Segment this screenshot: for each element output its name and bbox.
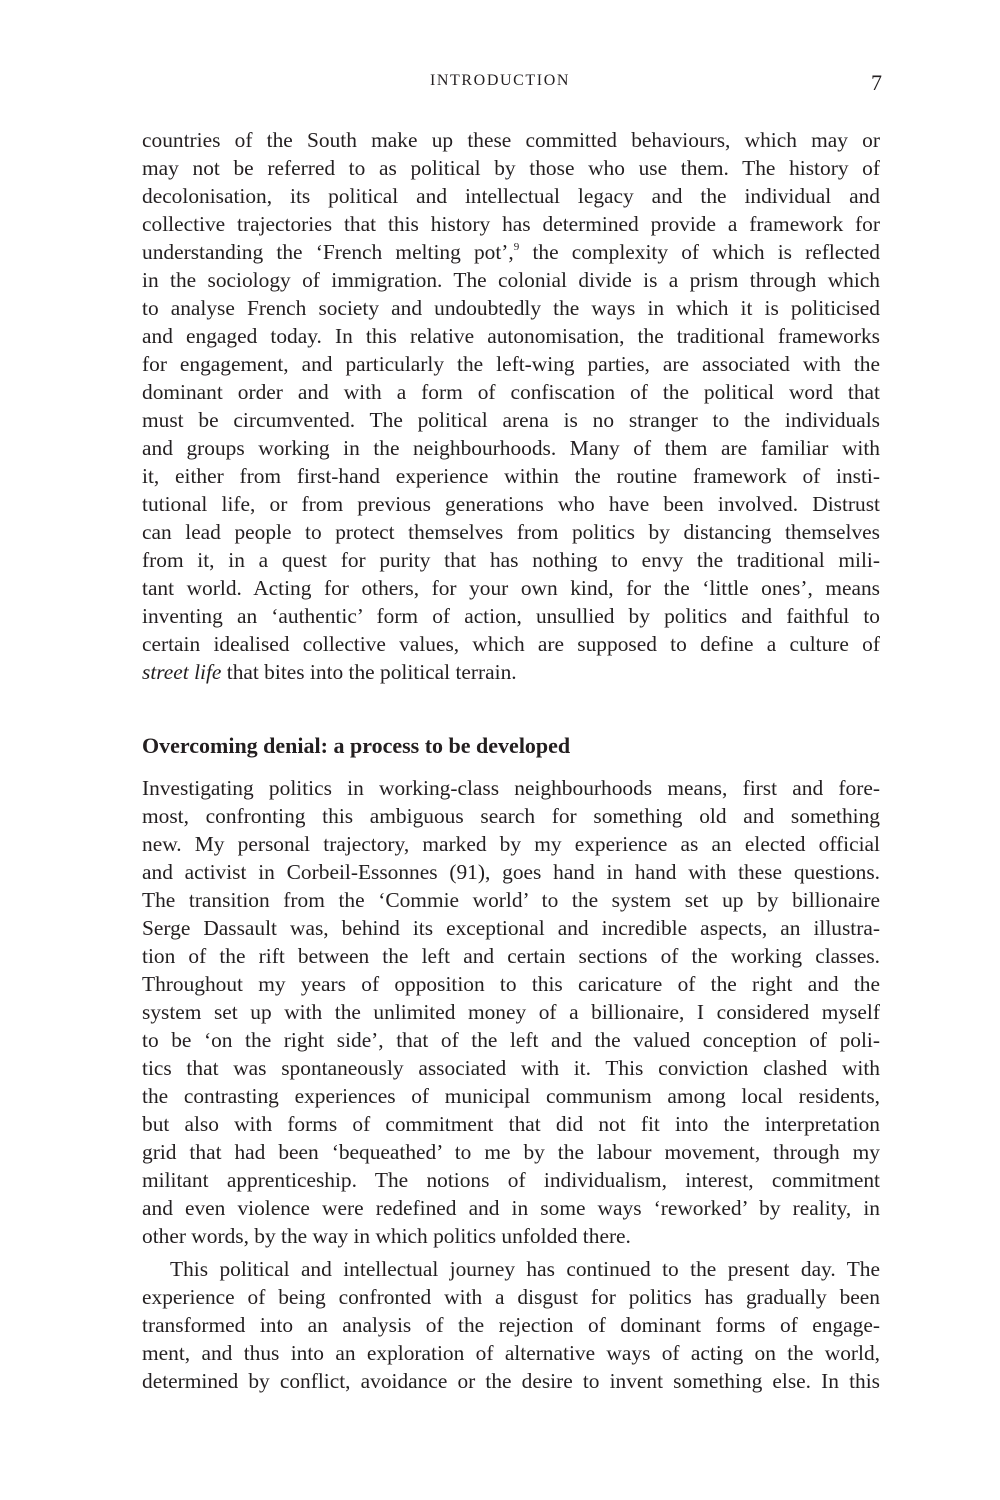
text-line: experience of being confronted with a disgust for politics has gradually been [142,1285,880,1309]
text-line: tics that was spontaneously associated with it. This conviction clashed with [142,1056,880,1080]
text-line: can lead people to protect themselves from politics by distancing themselves [142,520,880,544]
text-line: tant world. Acting for others, for your own kind, for the ‘little ones’, means [142,576,880,600]
text-line: inventing an ‘authentic’ form of action, unsullied by politics and faithful to [142,604,880,628]
text-line: from it, in a quest for purity that has nothing to envy the traditional mili- [142,548,880,572]
text-line: the contrasting experiences of municipal communism among local residents, [142,1084,880,1108]
text-line: new. My personal trajectory, marked by my experience as an elected official [142,832,880,856]
text-line: determined by conflict, avoidance or the desire to invent something else. In this [142,1369,880,1393]
text-line [142,658,880,686]
paragraph-1 [142,126,880,686]
running-head: INTRODUCTION [429,72,571,89]
text-line: to analyse French society and undoubtedly the ways in which it is politicised [142,296,880,320]
text-line: certain idealised collective values, which are supposed to define a culture of [142,632,880,656]
text-line: Investigating politics in working-class neighbourhoods means, first and fore- [142,776,880,800]
text-line: dominant order and with a form of confiscation of the political word that [142,380,880,404]
paragraph-3 [142,1255,880,1395]
text-line: decolonisation, its political and intellectual legacy and the individual and [142,184,880,208]
section-heading: Overcoming denial: a process to be developed [142,733,571,758]
text-line: This political and intellectual journey has continued to the present day. The [170,1257,880,1281]
text-line: The transition from the ‘Commie world’ to the system set up by billionaire [142,888,880,912]
text-line: ment, and thus into an exploration of alternative ways of acting on the world, [142,1341,880,1365]
text-segment: the complexity of which is reflected [519,240,880,264]
text-line: militant apprenticeship. The notions of individualism, interest, commitment [142,1168,880,1192]
text-line: other words, by the way in which politics unfolded there. [142,1224,631,1248]
text-line: may not be referred to as political by those who use them. The history of [142,156,880,180]
text-line: and groups working in the neighbourhoods. Many of them are familiar with [142,436,880,460]
text-line: grid that had been ‘bequeathed’ to me by the labour movement, through my [142,1140,880,1164]
paragraph-2 [142,774,880,1250]
page-number: 7 [871,70,882,95]
text-line: to be ‘on the right side’, that of the left and the valued conception of poli- [142,1028,880,1052]
italic-phrase: street life [142,660,222,684]
text-line: it, either from first-hand experience within the routine framework of insti- [142,464,880,488]
text-line: tion of the rift between the left and certain sections of the working classes. [142,944,880,968]
text-line: Serge Dassault was, behind its exceptional and incredible aspects, an illustra- [142,916,880,940]
text-segment: understanding the ‘French melting pot’, [142,240,514,264]
text-line: countries of the South make up these committed behaviours, which may or [142,128,880,152]
text-line: in the sociology of immigration. The colonial divide is a prism through which [142,268,880,292]
footnote-reference: 9 [513,241,520,253]
text-line: for engagement, and particularly the left-wing parties, are associated with the [142,352,880,376]
text-line: tutional life, or from previous generations who have been involved. Distrust [142,492,880,516]
text-line: and even violence were redefined and in some ways ‘reworked’ by reality, in [142,1196,880,1220]
text-line: must be circumvented. The political arena is no stranger to the individuals [142,408,880,432]
text-line: but also with forms of commitment that did not fit into the interpretation [142,1112,880,1136]
text-line: and activist in Corbeil-Essonnes (91), goes hand in hand with these questions. [142,860,880,884]
text-line: Throughout my years of opposition to this caricature of the right and the [142,972,880,996]
text-segment: that bites into the political terrain. [221,660,517,684]
text-line: transformed into an analysis of the rejection of dominant forms of engage- [142,1313,880,1337]
text-line: most, confronting this ambiguous search for something old and something [142,804,880,828]
text-line: system set up with the unlimited money of a billionaire, I considered myself [142,1000,880,1024]
text-line: and engaged today. In this relative autonomisation, the traditional frameworks [142,324,880,348]
text-line: collective trajectories that this history has determined provide a framework for [142,212,880,236]
text-line-with-footnote [142,238,880,266]
